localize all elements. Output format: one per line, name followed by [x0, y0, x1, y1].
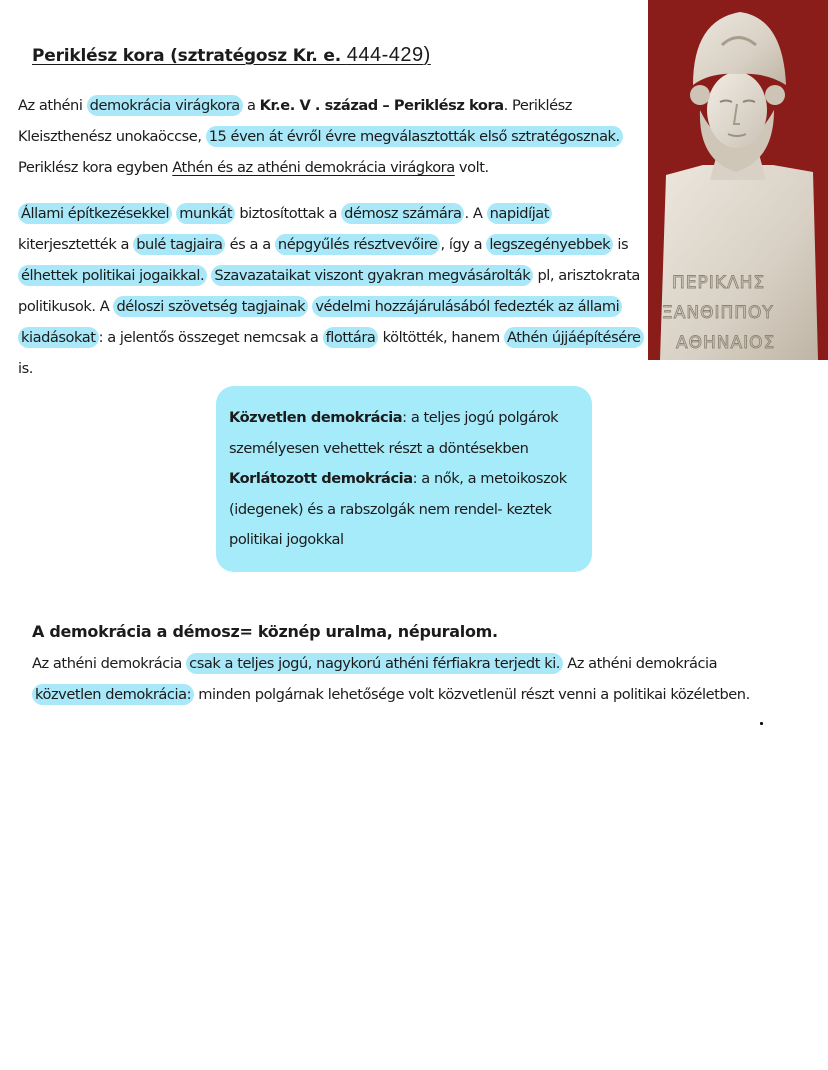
highlight: déloszi szövetség tagjainak [113, 296, 308, 317]
stray-dot-mark [760, 722, 763, 725]
text: volt. [454, 159, 489, 176]
highlight: élhettek politikai jogaikkal. [18, 265, 207, 286]
term-direct-democracy: Közvetlen demokrácia [229, 409, 403, 426]
page-title [32, 44, 431, 67]
highlight: démosz számára [341, 203, 464, 224]
pericles-bust-image [648, 0, 828, 360]
highlight: népgyűlés résztvevőire [275, 234, 441, 255]
text: és a a [225, 236, 275, 253]
term-limited-democracy: Korlátozott demokrácia [229, 470, 413, 487]
highlight: védelmi hozzájárulásából fedezték az állami [312, 296, 622, 317]
definitions-callout [216, 386, 592, 572]
text: Az athéni demokrácia [563, 655, 718, 672]
title-text: Periklész kora (sztratégosz Kr. e. [32, 46, 347, 66]
bust-illustration [648, 0, 828, 360]
policy-line-4 [18, 291, 644, 322]
policy-line-5 [18, 322, 644, 353]
inscription-line-1: ΠΕΡΙΚΛΗΣ [672, 273, 766, 293]
policy-line-1 [18, 198, 644, 229]
intro-paragraph [18, 90, 623, 183]
definition-text: politikai jogokkal [229, 531, 344, 548]
highlight: legszegényebbek [486, 234, 613, 255]
definition-text: : a nők, a metoikoszok [412, 470, 567, 487]
highlight: kiadásokat [18, 327, 99, 348]
callout-line-3 [229, 464, 578, 495]
text: biztosítottak a [235, 205, 342, 222]
highlight: napidíjat [487, 203, 553, 224]
highlight: Állami építkezésekkel [18, 203, 172, 224]
text: politikusok. A [18, 298, 114, 315]
highlight: 15 éven át évről évre megválasztották első sztratégosznak. [206, 126, 623, 147]
text: . A [464, 205, 487, 222]
policy-line-6 [18, 353, 644, 384]
text: is [613, 236, 629, 253]
definition-text: : a teljes jogú polgárok [402, 409, 559, 426]
inscription-line-2: ΞΑΝΘΙΠΠΟΥ [662, 303, 774, 323]
text: Az athéni [18, 97, 87, 114]
highlight: munkát [176, 203, 235, 224]
democracy-paragraph [32, 648, 750, 710]
intro-line-3 [18, 152, 623, 183]
democracy-line-1 [32, 648, 750, 679]
title-years: 444-429 [346, 44, 424, 66]
text: a [242, 97, 260, 114]
callout-line-1 [229, 403, 578, 434]
highlight: csak a teljes jogú, nagykorú athéni férfiakra terjedt ki. [186, 653, 563, 674]
policy-line-2 [18, 229, 644, 260]
intro-line-2 [18, 121, 623, 152]
text: , így a [440, 236, 487, 253]
text: Az athéni demokrácia [32, 655, 187, 672]
definition-text: személyesen vehettek részt a döntésekben [229, 439, 529, 457]
highlight: bulé tagjaira [133, 234, 225, 255]
inscription-line-3: ΑΘΗΝΑΙΟΣ [676, 333, 776, 353]
definition-text: (idegenek) és a rabszolgák nem rendel- keztek [229, 500, 552, 518]
text: : a jelentős összeget nemcsak a [98, 329, 323, 346]
callout-line-4 [229, 495, 578, 526]
highlight: flottára [323, 327, 379, 348]
highlight: közvetlen demokrácia: [32, 684, 194, 705]
text: pl, arisztokrata [533, 267, 640, 284]
text: minden polgárnak lehetősége volt közvetlenül részt venni a politikai közéletben. [194, 686, 750, 703]
text: költötték, hanem [378, 329, 504, 346]
callout-line-2 [229, 434, 578, 465]
intro-line-1 [18, 90, 623, 121]
text: Periklész kora egyben [18, 159, 173, 176]
text: kiterjesztették a [18, 236, 134, 253]
highlight: Athén újjáépítésére [504, 327, 644, 348]
callout-line-5 [229, 525, 578, 556]
text: . Periklész [503, 97, 573, 114]
policy-line-3 [18, 260, 644, 291]
highlight: Szavazataikat viszont gyakran megvásárolták [211, 265, 533, 286]
text: is. [18, 360, 33, 377]
underlined-text: Athén és az athéni demokrácia virágkora [172, 159, 455, 176]
democracy-heading: A demokrácia a démosz= köznép uralma, népuralom. [32, 622, 498, 641]
title-close-paren: ) [423, 44, 431, 66]
democracy-line-2 [32, 679, 750, 710]
bold-text: Kr.e. V . század – Periklész kora [259, 97, 504, 114]
policy-paragraph [18, 198, 644, 384]
text: Kleiszthenész unokaöccse, [18, 128, 206, 145]
highlight: demokrácia virágkora [87, 95, 243, 116]
